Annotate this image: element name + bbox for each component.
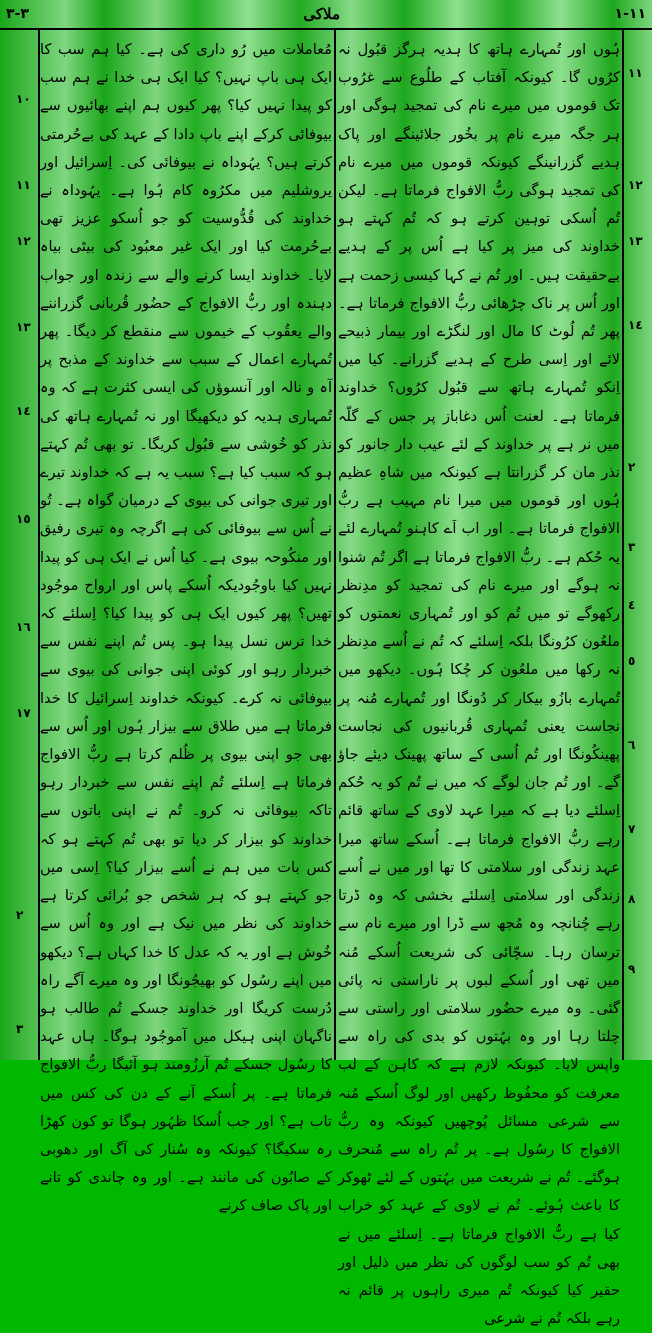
- text-column-left: [40, 36, 332, 1215]
- verse-number: ٤: [628, 598, 636, 612]
- verse-number: ١٧: [16, 706, 31, 720]
- verse-number: ١٣: [628, 234, 643, 248]
- verse-number: ٥: [628, 654, 636, 668]
- chapter-range-left: ٣-٣: [6, 6, 29, 22]
- verse-number: ١٣: [16, 320, 31, 334]
- verse-number: ٨: [628, 892, 636, 906]
- verse-number: ١٢: [16, 234, 31, 248]
- verse-number: ١٤: [628, 318, 643, 332]
- verse-number: ٣: [628, 540, 636, 554]
- verse-number: ١١: [628, 66, 643, 80]
- right-margin-rule: [622, 30, 624, 1060]
- verse-number: ٧: [628, 822, 636, 836]
- column-text: مُعاملات میں رُو داری کی ہے۔ کیا ہم سب کا ایک ہی باپ نہیں؟ کیا ایک ہی خدا نے ہم سب کو پیدا نہیں کیا؟ پھر کیوں ہم اپنے بھائیوں سے بیوفائی کرکے اپنے باپ دادا کے عہد کی بےحُرمتی کرتے ہیں؟ یہُوداہ نے بیوفائی کی۔ اِسرائیل اور یروشلیم میں مکرُوہ کام ہُوا ہے۔ یہُوداہ نے خداوند کی قُدُّوسیت کو جو اُسکو عزیز تھی بےحُرمت کیا اور ایک غیر معبُود کی بیٹی بیاہ لایا۔ خداوند ایسا کرنے والے سے زندہ اور جواب دہندہ اور ربُّ الافواج کے حضُور قُربانی گزراننے والے یعقُوب کے خیموں سے منقطع کر دیگا۔ پھر تُمہارے اعمال کے سبب سے خداوند کے مذبح پر آہ و نالہ اور آنسوؤں کی ایسی کثرت ہے کہ وہ تُمہاری ہدیہ کو دیکھیگا اور نہ تُمہارے ہاتھ کی نذر کو خُوشی سے قبُول کریگا۔ تو بھی تُم کہتے ہو کہ سبب کیا ہے؟ سبب یہ ہے کہ خداوند تیرے اور تیری جوانی کی بیوی کے درمیان گواہ ہے۔ تُو نے اُس سے بیوفائی کی ہے اگرچہ وہ تیری رفیق اور منکُوحہ بیوی ہے۔ کیا اُس نے ایک ہی کو پیدا نہیں کیا باوجُودیکہ اُسکے پاس اور ارواح موجُود تھیں؟ پھر کیوں ایک ہی کو پیدا کیا؟ اِسلئے کہ خدا ترس نسل پیدا ہو۔ پس تُم اپنے نفس سے خبردار رہو اور کوئی اپنی جوانی کی بیوی سے بیوفائی نہ کرے۔ کیونکہ خداوند اِسرائیل کا خدا فرماتا ہے میں طلاق سے بیزار ہُوں اور اُس سے بھی جو اپنی بیوی پر ظُلم کرتا ہے ربُّ الافواج فرماتا ہے اِسلئے تُم اپنے نفس سے خبردار رہو تاکہ بیوفائی نہ کرو۔ تُم نے اپنی باتوں سے خداوند کو بیزار کر دیا تو بھی تُم کہتے ہو کہ کس بات میں ہم نے اُسے بیزار کیا؟ اِسی میں جو کہتے ہو کہ ہر شخص جو بُرائی کرتا ہے خداوند کی نظر میں نیک ہے اور وہ اُس سے خُوش ہے اور یہ کہ عدل کا خدا کہاں ہے؟ دیکھو میں اپنے رسُول کو بھیجُونگا اور وہ میرے آگے راہ دُرست کریگا اور خداوند جسکے تُم طالب ہو ناگہان اپنی ہیکل میں آموجُود ہوگا۔ ہاں عہد کا رسُول جسکے تُم آرزُومند ہو آئیگا ربُّ الافواج فرماتا ہے۔ پر اُسکے آنے کے دن کی کس میں تاب ہے؟ اور جب اُسکا ظہُور ہوگا تو کون کھڑا رہ سکیگا؟ کیونکہ وہ سُنار کی آگ اور دھوبی کے صابُون کی مانند ہے۔ اور وہ چاندی کو تانے اور پاک صاف کرنے: [40, 41, 332, 1215]
- book-title: ملاکی: [303, 5, 341, 23]
- verse-number: ٦: [628, 738, 636, 752]
- verse-number: ١٠: [16, 92, 31, 106]
- verse-number: ٣: [16, 1022, 24, 1036]
- verse-number: ١٦: [16, 620, 31, 634]
- chapter-range-right: ١١-١: [614, 6, 646, 22]
- column-divider: [334, 30, 336, 1060]
- verse-number: ٢: [16, 908, 24, 922]
- verse-number: ١١: [16, 178, 31, 192]
- text-column-right: [338, 36, 620, 1328]
- verse-number: ١٥: [16, 512, 31, 526]
- verse-number: ٢: [628, 460, 636, 474]
- verse-number: ١٤: [16, 404, 31, 418]
- page-header: [0, 0, 652, 30]
- verse-number: ٩: [628, 962, 636, 976]
- column-text: ہُوں اور تُمہارے ہاتھ کا ہدیہ ہرگز قبُول نہ کرُوں گا۔ کیونکہ آفتاب کے طلُوع سے غرُوب تک قوموں میں میرے نام کی تمجید ہوگی اور ہر جگہ میرے نام پر بخُور جلائینگے اور پاک ہدیے گزرانینگے کیونکہ قوموں میں میرے نام کی تمجید ہوگی ربُّ الافواج فرماتا ہے۔ لیکن تُم اُسکی توہین کرتے ہو کہ تُم کہتے ہو خداوند کی میز پر کیا ہے اُس پر کے ہدیے بےحقیقت ہیں۔ اور تُم نے کہا کیسی زحمت ہے اور اُس پر ناک چڑھائی ربُّ الافواج فرماتا ہے۔ پھر تُم لُوٹ کا مال اور لنگڑے اور بیمار ذبیحے لائے اور اِسی طرح کے ہدیے گزرانے۔ کیا میں اِنکو تُمہارے ہاتھ سے قبُول کرُوں؟ خداوند فرماتا ہے۔ لعنت اُس دغاباز پر جس کے گلّہ میں نر ہے پر خداوند کے لئے عیب دار جانور کو نذر مان کر گزرانتا ہے کیونکہ میں شاہِ عظیم ہُوں اور قوموں میں میرا نام مہیب ہے ربُّ الافواج فرماتا ہے۔ اور اب اَے کاہنو تُمہارے لئے یہ حُکم ہے۔ ربُّ الافواج فرماتا ہے اگر تُم شنوا نہ ہوگے اور میرے نام کی تمجید کو مدِنظر رکھوگے تو میں تُم کو اور تُمہاری نعمتوں کو ملعُون کرُونگا بلکہ اِسلئے کہ تُم نے اُسے مدِنظر نہ رکھا میں ملعُون کر چُکا ہُوں۔ دیکھو میں تُمہارے بازُو بیکار کر دُونگا اور تُمہارے مُنہ پر نجاست یعنی تُمہاری قُربانیوں کی نجاست پھینکُونگا اور تُم اُسی کے ساتھ پھینک دیئے جاؤ گے۔ اور تُم جان لوگے کہ میں نے تُم کو یہ حُکم اِسلئے دیا ہے کہ میرا عہد لاوی کے ساتھ قائم رہے ربُّ الافواج فرماتا ہے۔ اُسکے ساتھ میرا عہد زندگی اور سلامتی کا تھا اور میں نے اُسے زندگی اور سلامتی اِسلئے بخشی کہ وہ ڈرتا رہے چُنانچہ وہ مُجھ سے ڈرا اور میرے نام سے ترسان رہا۔ سچّائی کی شریعت اُسکے مُنہ میں تھی اور اُسکے لبوں پر ناراستی نہ پائی گئی۔ وہ میرے حضُور سلامتی اور راستی سے چلتا رہا اور وہ بہُتوں کو بدی کی راہ سے واپس لایا۔ کیونکہ لازم ہے کہ کاہن کے لب معرفت کو محفُوظ رکھیں اور لوگ اُسکے مُنہ سے شرعی مسائل پُوچھیں کیونکہ وہ ربُّ الافواج کا رسُول ہے۔ پر تُم راہ سے مُنحرف ہوگئے۔ تُم نے شریعت میں بہُتوں کے لئے ٹھوکر کا باعث ہُوئے۔ تُم نے لاوی کے عہد کو خراب کیا ہے ربُّ الافواج فرماتا ہے۔ اِسلئے میں نے بھی تُم کو سب لوگوں کی نظر میں ذلیل اور حقیر کیا کیونکہ تُم میری راہوں پر قائم نہ رہے بلکہ تُم نے شرعی: [338, 41, 620, 1328]
- verse-number: ١٢: [628, 178, 643, 192]
